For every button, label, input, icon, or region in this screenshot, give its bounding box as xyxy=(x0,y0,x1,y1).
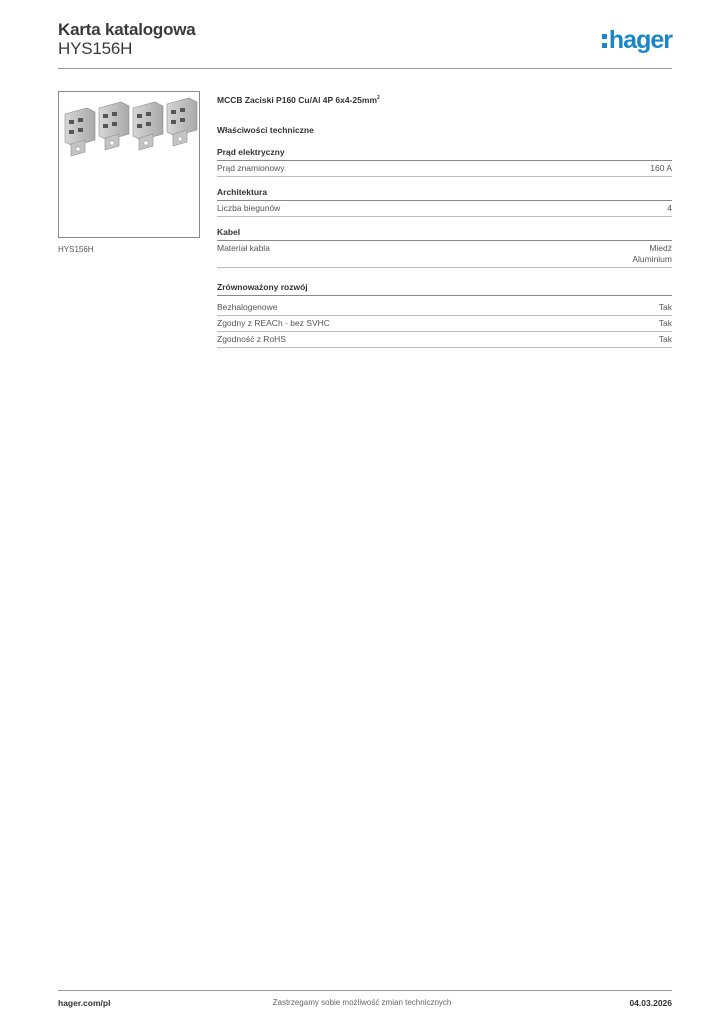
spec-label: Liczba biegunów xyxy=(217,203,281,213)
product-image xyxy=(58,91,200,238)
spec-value: 4 xyxy=(667,203,672,213)
group-title: Kabel xyxy=(217,227,672,241)
spec-label: Prąd znamionowy xyxy=(217,163,285,173)
spec-label: Materiał kabla xyxy=(217,243,270,253)
spec-row xyxy=(217,161,672,177)
product-code: HYS156H xyxy=(58,39,133,58)
logo-text: hager xyxy=(608,26,672,54)
footer-date: 04.03.2026 xyxy=(629,998,672,1008)
spec-value: Tak xyxy=(658,302,672,312)
group-current xyxy=(217,147,672,177)
spec-row xyxy=(217,201,672,217)
group-architecture xyxy=(217,187,672,217)
spec-label: Bezhalogenowe xyxy=(217,302,278,312)
terminal-clamps-icon xyxy=(59,92,199,237)
spec-value: 160 A xyxy=(650,163,672,173)
footer-website-link[interactable]: hager.com/pl xyxy=(58,998,111,1008)
spec-value: Tak xyxy=(658,334,672,344)
product-details xyxy=(217,95,672,358)
group-title: Prąd elektryczny xyxy=(217,147,672,161)
spec-label: Zgodność z RoHS xyxy=(217,334,286,344)
clamp-2 xyxy=(99,102,129,150)
spec-row xyxy=(217,332,672,348)
page-title: Karta katalogowa xyxy=(58,20,196,39)
hager-logo[interactable] xyxy=(602,28,672,53)
spec-row xyxy=(217,241,672,268)
spec-row xyxy=(217,316,672,332)
header-divider xyxy=(58,68,672,69)
spec-value: Tak xyxy=(658,318,672,328)
clamp-1 xyxy=(65,108,95,156)
group-cable xyxy=(217,227,672,268)
clamp-4 xyxy=(167,98,197,146)
group-sustainability xyxy=(217,282,672,348)
product-title: MCCB Zaciski P160 Cu/Al 4P $6x4-25mm^2$ xyxy=(217,95,380,105)
spec-value: Miedź Aluminium xyxy=(632,243,672,264)
technical-properties-heading: Właściwości techniczne xyxy=(217,125,314,135)
footer-disclaimer: Zastrzegamy sobie możliwość zmian technicznych xyxy=(272,998,452,1007)
spec-label: Zgodny z REACh - bez SVHC xyxy=(217,318,330,328)
group-title: Zrównoważony rozwój xyxy=(217,282,672,296)
image-caption: HYS156H xyxy=(58,245,94,254)
clamp-3 xyxy=(133,102,163,150)
group-title: Architektura xyxy=(217,187,672,201)
logo-mark-icon xyxy=(602,34,607,48)
spec-row xyxy=(217,300,672,316)
footer-divider xyxy=(58,990,672,991)
